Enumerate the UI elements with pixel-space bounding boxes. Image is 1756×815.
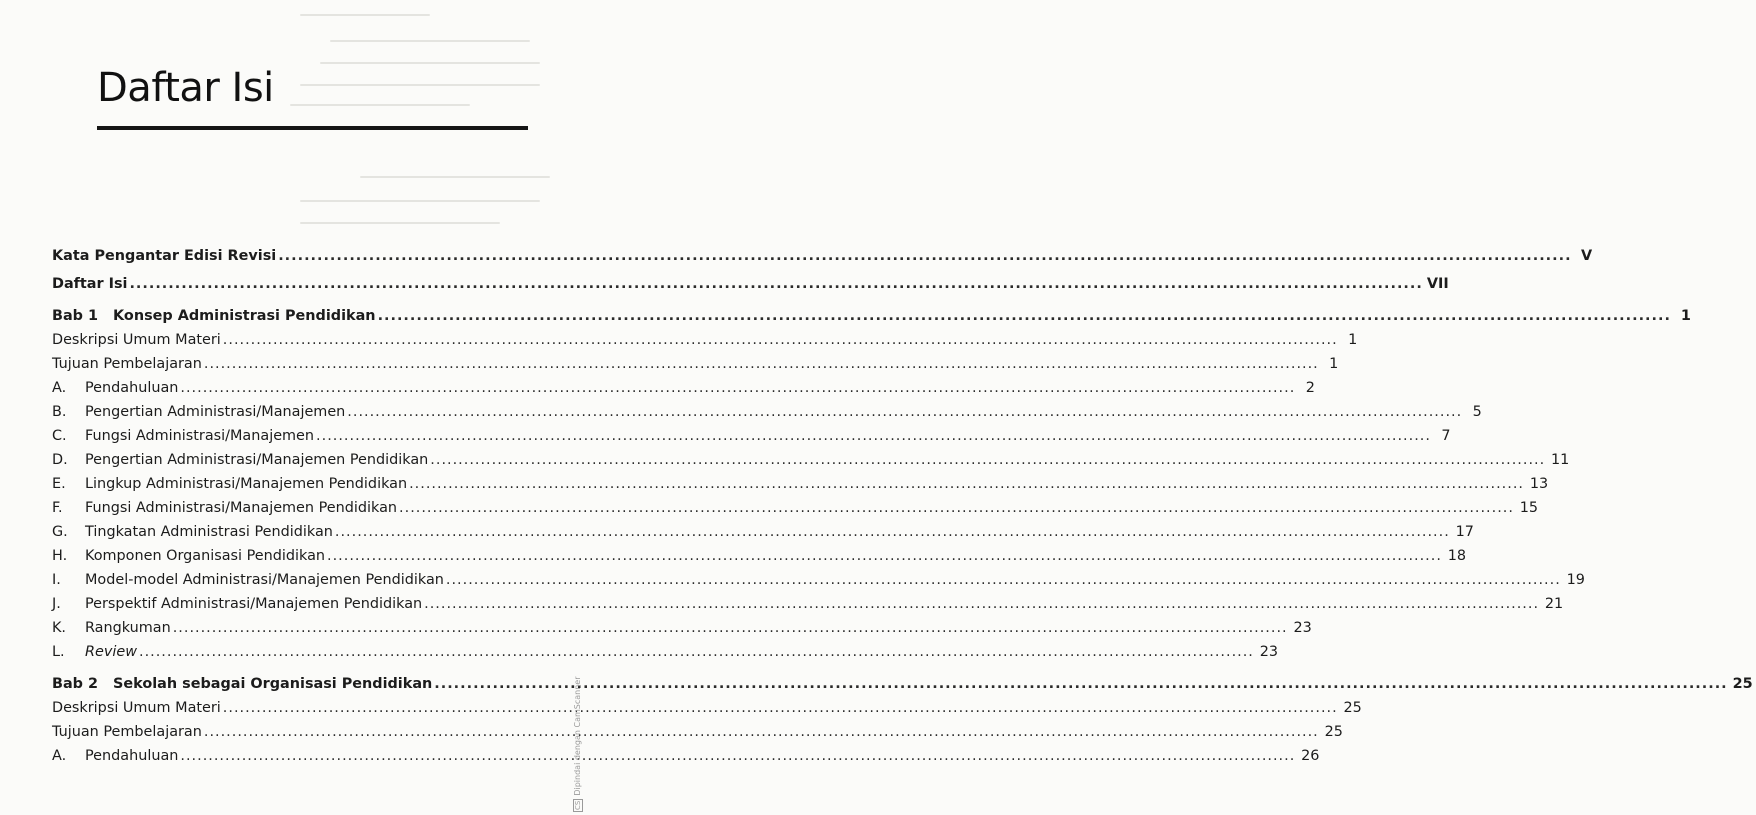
toc-entry-page: 17 [1455, 524, 1474, 540]
toc-entry-page: VII [1426, 276, 1449, 292]
toc-entry [52, 356, 1339, 376]
toc-entry-page: 19 [1566, 572, 1585, 588]
toc-entry-label: Deskripsi Umum Materi [52, 332, 221, 348]
toc-entry [52, 676, 1753, 696]
toc-entry-page: 5 [1472, 404, 1482, 420]
toc-entry-label: Daftar Isi [52, 276, 128, 292]
toc-entry-page: 1 [1680, 308, 1691, 324]
toc-entry-label: Lingkup Administrasi/Manajemen Pendidikan [85, 476, 408, 492]
toc-entry-page: 21 [1544, 596, 1564, 612]
toc-entry [52, 276, 1449, 296]
title-underline [97, 126, 528, 130]
bleed-through-line [290, 104, 470, 106]
toc-entry-page: 7 [1441, 428, 1451, 444]
bleed-through-line [300, 200, 540, 202]
toc-entry-page: 26 [1301, 748, 1320, 764]
toc-entry [52, 500, 1539, 520]
bleed-through-line [360, 176, 550, 178]
toc-entry [52, 644, 1279, 664]
toc-entry [52, 428, 1451, 448]
toc-entry-page: 23 [1293, 620, 1312, 636]
toc-entry [52, 404, 1482, 424]
toc-entry-page: 2 [1305, 380, 1315, 396]
toc-dot-leader: ........................................................................................................................................................................................................ [172, 620, 1288, 636]
toc-dot-leader: ........................................................................................................................................................................................................ [409, 476, 1524, 492]
toc-dot-leader: ........................................................................................................................................................................................................ [430, 452, 1546, 468]
toc-entry-letter: F. [52, 500, 63, 516]
toc-entry-page: 25 [1732, 676, 1753, 692]
toc-dot-leader: ........................................................................................................................................................................................................ [203, 356, 1319, 372]
toc-entry-letter: E. [52, 476, 66, 492]
page-title: Daftar Isi [97, 65, 274, 111]
toc-entry-page: V [1580, 248, 1593, 264]
toc-entry-letter: D. [52, 452, 68, 468]
toc-dot-leader: ........................................................................................................................................................................................................ [347, 404, 1463, 420]
toc-entry-page: 25 [1324, 724, 1343, 740]
toc-entry-label: Fungsi Administrasi/Manajemen Pendidikan [85, 500, 398, 516]
toc-entry-label: Pengertian Administrasi/Manajemen Pendidikan [85, 452, 429, 468]
toc-dot-leader: ........................................................................................................................................................................................................ [399, 500, 1514, 516]
toc-entry-letter: C. [52, 428, 67, 444]
camscanner-logo-icon: CS [574, 800, 582, 810]
toc-dot-leader: ........................................................................................................................................................................................................ [445, 572, 1561, 588]
toc-entry-page: 1 [1348, 332, 1358, 348]
toc-dot-leader: ........................................................................................................................................................................................................ [316, 428, 1431, 444]
toc-entry-label: Pengertian Administrasi/Manajemen [85, 404, 346, 420]
toc-entry-letter: L. [52, 644, 65, 660]
toc-dot-leader: ........................................................................................................................................................................................................ [424, 596, 1540, 612]
toc-entry-page: 15 [1519, 500, 1539, 516]
toc-entry [52, 700, 1362, 720]
toc-entry-label: Bab 2 Sekolah sebagai Organisasi Pendidikan [52, 676, 433, 692]
toc-dot-leader: ........................................................................................................................................................................................................ [180, 380, 1296, 396]
bleed-through-line [300, 84, 540, 86]
toc-entry [52, 476, 1549, 496]
toc-entry-label: Tujuan Pembelajaran [52, 356, 202, 372]
toc-entry [52, 748, 1320, 768]
toc-entry-label: Pendahuluan [85, 380, 179, 396]
toc-entry-label: Fungsi Administrasi/Manajemen [85, 428, 315, 444]
toc-dot-leader: ........................................................................................................................................................................................................ [278, 248, 1572, 264]
toc-entry-letter: B. [52, 404, 67, 420]
toc-entry-label: Bab 1 Konsep Administrasi Pendidikan [52, 308, 376, 324]
toc-entry [52, 524, 1474, 544]
toc-entry [52, 248, 1593, 268]
toc-entry-label: Rangkuman [85, 620, 171, 636]
toc-entry-letter: A. [52, 748, 67, 764]
toc-entry [52, 452, 1570, 472]
toc-entry [52, 572, 1585, 592]
toc-entry-page: 13 [1529, 476, 1549, 492]
toc-entry-label: Deskripsi Umum Materi [52, 700, 221, 716]
toc-entry-label: Tujuan Pembelajaran [52, 724, 202, 740]
toc-entry [52, 724, 1343, 744]
toc-entry-label: Pendahuluan [85, 748, 179, 764]
bleed-through-line [320, 62, 540, 64]
scanner-watermark [573, 676, 583, 812]
toc-dot-leader: ........................................................................................................................................................................................................ [334, 524, 1450, 540]
toc-entry-label: Komponen Organisasi Pendidikan [85, 548, 326, 564]
toc-entry-letter: G. [52, 524, 68, 540]
toc-entry-label: Kata Pengantar Edisi Revisi [52, 248, 277, 264]
bleed-through-line [330, 40, 530, 42]
toc-entry [52, 332, 1358, 352]
toc-entry-label: Review [85, 644, 137, 660]
scanner-watermark-text: Dipindai dengan CamScanner [573, 676, 582, 796]
toc-entry-page: 18 [1447, 548, 1467, 564]
toc-entry [52, 596, 1564, 616]
toc-entry-page: 25 [1343, 700, 1362, 716]
toc-entry-label: Perspektif Administrasi/Manajemen Pendidikan [85, 596, 423, 612]
toc-entry [52, 548, 1467, 568]
toc-entry [52, 308, 1691, 328]
toc-dot-leader: ........................................................................................................................................................................................................ [139, 644, 1254, 660]
toc-dot-leader: ........................................................................................................................................................................................................ [180, 748, 1296, 764]
toc-entry [52, 620, 1312, 640]
toc-entry-page: 1 [1329, 356, 1339, 372]
bleed-through-line [300, 14, 430, 16]
toc-dot-leader: ........................................................................................................................................................................................................ [222, 332, 1338, 348]
toc-entry-letter: H. [52, 548, 68, 564]
toc-entry-letter: A. [52, 380, 67, 396]
toc-entry-page: 11 [1551, 452, 1570, 468]
toc-entry-letter: J. [52, 596, 61, 612]
toc-entry-letter: K. [52, 620, 67, 636]
toc-entry-page: 23 [1259, 644, 1279, 660]
toc-dot-leader: ........................................................................................................................................................................................................ [203, 724, 1319, 740]
toc-dot-leader: ........................................................................................................................................................................................................ [434, 676, 1728, 692]
bleed-through-line [300, 222, 500, 224]
toc-dot-leader: ........................................................................................................................................................................................................ [129, 276, 1423, 292]
toc-entry-label: Tingkatan Administrasi Pendidikan [85, 524, 333, 540]
toc-dot-leader: ........................................................................................................................................................................................................ [377, 308, 1671, 324]
toc-dot-leader: ........................................................................................................................................................................................................ [222, 700, 1338, 716]
toc-dot-leader: ........................................................................................................................................................................................................ [327, 548, 1442, 564]
toc-entry-label: Model-model Administrasi/Manajemen Pendidikan [85, 572, 444, 588]
toc-entry [52, 380, 1315, 400]
toc-entry-letter: I. [52, 572, 61, 588]
